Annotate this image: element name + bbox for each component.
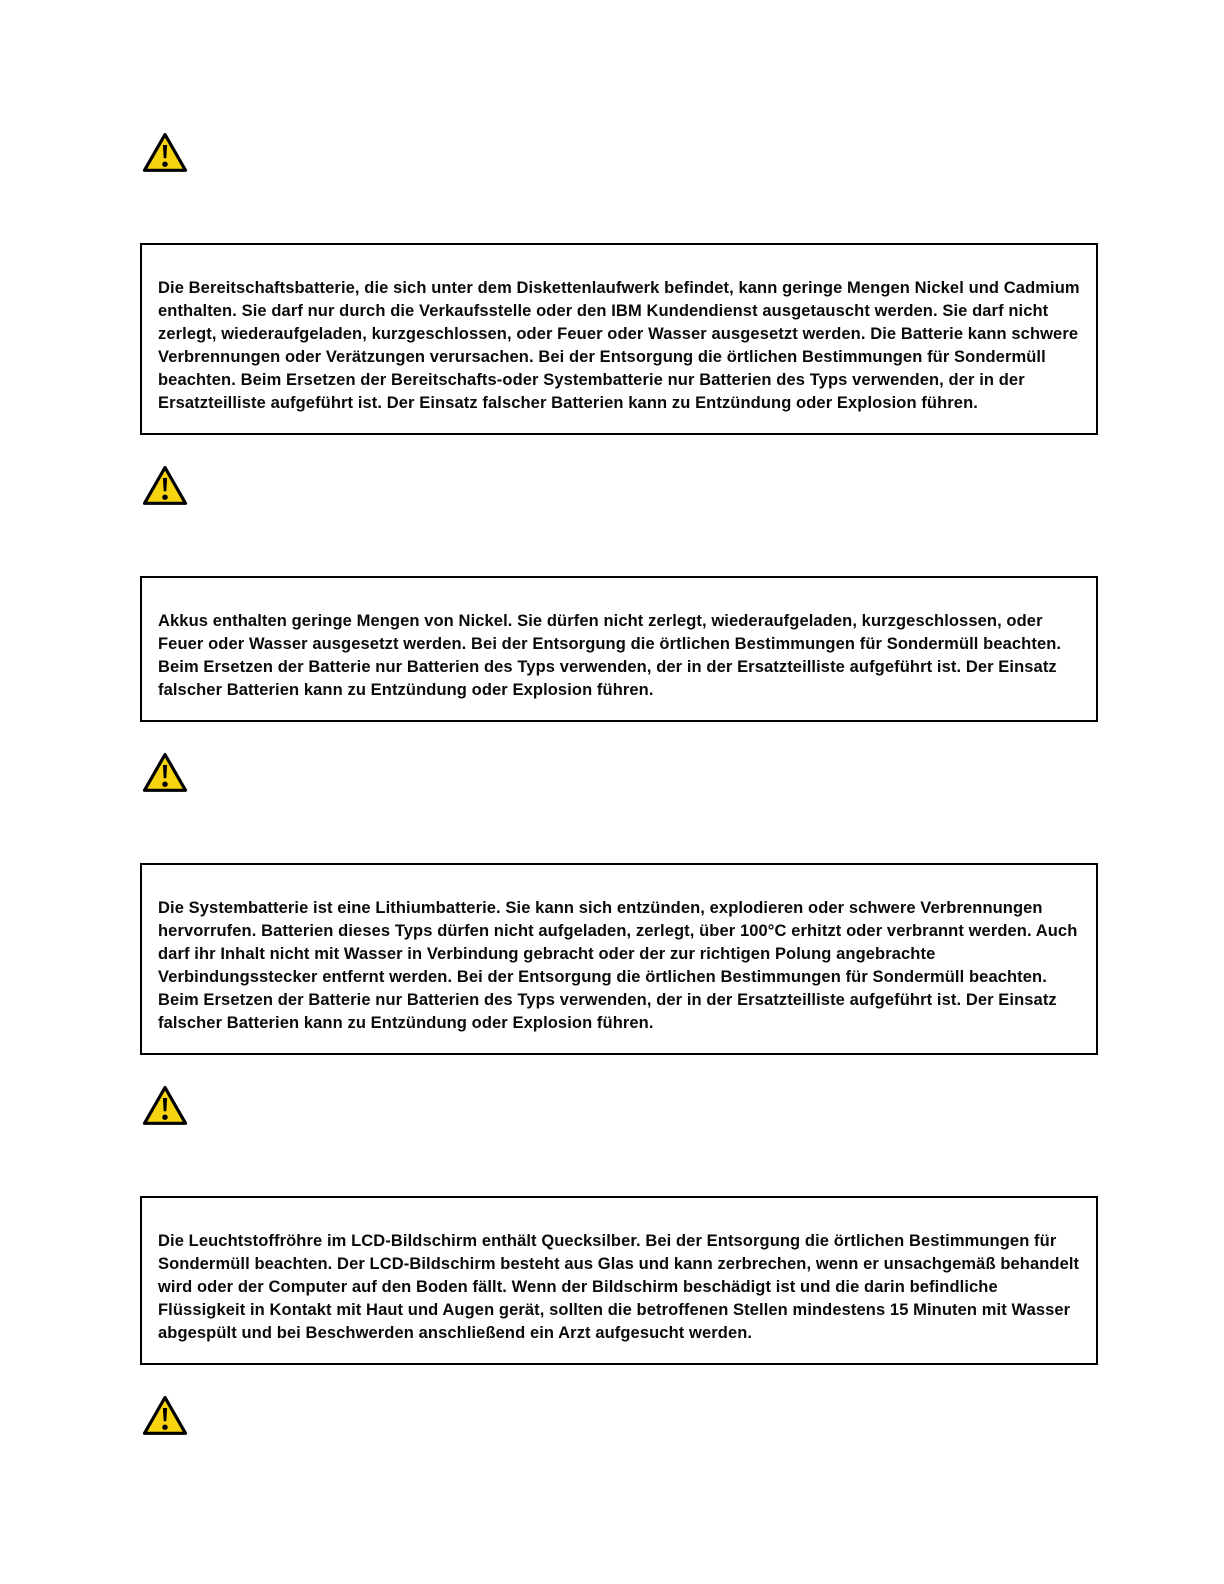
notice-section: [140, 465, 1098, 722]
notice-section: [140, 752, 1098, 1055]
notice-text: Die Leuchtstoffröhre im LCD-Bildschirm enthält Quecksilber. Bei der Entsorgung die örtlichen Bestimmungen für Sondermüll beachten. Der LCD-Bildschirm besteht aus Glas und kann zerbrechen, wenn er unsachgemäß behandelt wird oder der Computer auf den Boden fällt. Wenn der Bildschirm beschädigt ist und die darin befindliche Flüssigkeit in Kontakt mit Haut und Augen gerät, sollten die betroffenen Stellen mindestens 15 Minuten mit Wasser abgespült und bei Beschwerden anschließend ein Arzt aufgesucht werden.: [158, 1232, 1080, 1342]
notice-box: [140, 863, 1098, 1055]
notice-text: Die Systembatterie ist eine Lithiumbatterie. Sie kann sich entzünden, explodieren oder schwere Verbrennungen hervorrufen. Batterien dieses Typs dürfen nicht aufgeladen, zerlegt, über 100°C erhitzt oder verbrannt werden. Auch darf ihr Inhalt nicht mit Wasser in Verbindung gebracht oder der zur richtigen Polung angebrachte Verbindungsstecker entfernt werden. Bei der Entsorgung die örtlichen Bestimmungen für Sondermüll beachten. Beim Ersetzen der Batterie nur Batterien des Typs verwenden, der in der Ersatzteilliste aufgeführt ist. Der Einsatz falscher Batterien kann zu Entzündung oder Explosion führen.: [158, 899, 1078, 1032]
notice-box: [140, 1196, 1098, 1365]
notice-text: Die Bereitschaftsbatterie, die sich unter dem Diskettenlaufwerk befindet, kann geringe Mengen Nickel und Cadmium enthalten. Sie darf nur durch die Verkaufsstelle oder den IBM Kundendienst ausgetauscht werden. Sie darf nicht zerlegt, wiederaufgeladen, kurzgeschlossen, oder Feuer oder Wasser ausgesetzt werden. Die Batterie kann schwere Verbrennungen oder Verätzungen verursachen. Bei der Entsorgung die örtlichen Bestimmungen für Sondermüll beachten. Beim Ersetzen der Bereitschafts-oder Systembatterie nur Batterien des Typs verwenden, der in der Ersatzteilliste aufgeführt ist. Der Einsatz falscher Batterien kann zu Entzündung oder Explosion führen.: [158, 279, 1080, 412]
warning-triangle-icon: [142, 132, 188, 173]
warning-triangle-icon: [142, 465, 188, 506]
notice-section: [140, 1085, 1098, 1365]
warning-triangle-icon: [142, 752, 188, 793]
notice-box: [140, 576, 1098, 722]
notice-section: [140, 132, 1098, 435]
warning-triangle-icon: [142, 1085, 188, 1126]
notice-box: [140, 243, 1098, 435]
notice-text: Akkus enthalten geringe Mengen von Nickel. Sie dürfen nicht zerlegt, wiederaufgeladen, kurzgeschlossen, oder Feuer oder Wasser ausgesetzt werden. Bei der Entsorgung die örtlichen Bestimmungen für Sondermüll beachten. Beim Ersetzen der Batterie nur Batterien des Typs verwenden, der in der Ersatzteilliste aufgeführt ist. Der Einsatz falscher Batterien kann zu Entzündung oder Explosion führen.: [158, 612, 1062, 699]
warning-triangle-icon: [142, 1395, 188, 1436]
